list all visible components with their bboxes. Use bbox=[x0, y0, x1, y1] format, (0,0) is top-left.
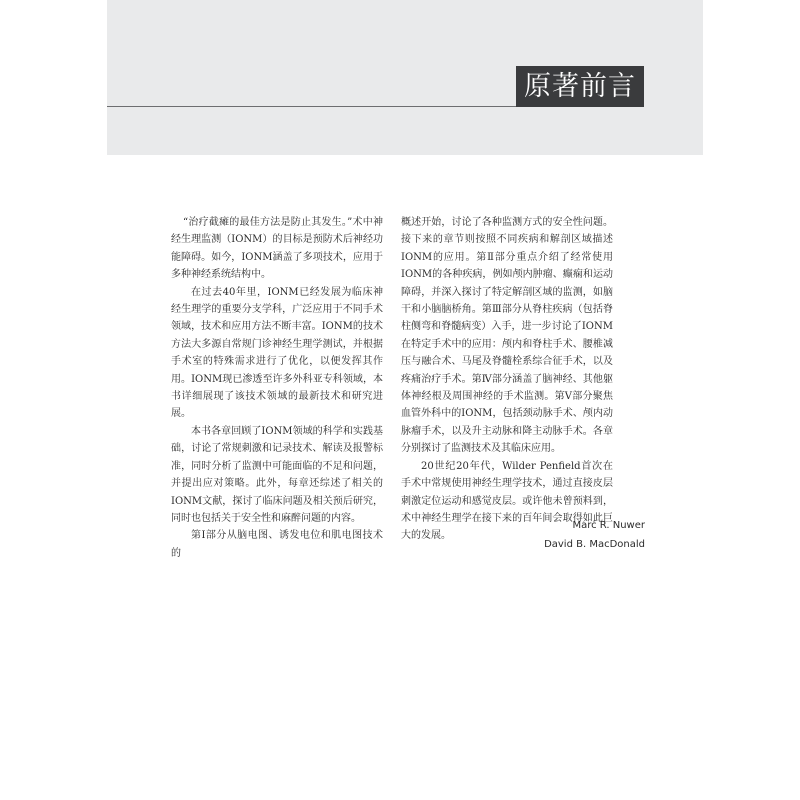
paragraph: 本书各章回顾了IONM领域的科学和实践基础，讨论了常规刺激和记录技术、解读及报警标准，同时分析了监测中可能面临的不足和问题，并提出应对策略。此外，每章还综述了相关的IONM文献，探讨了临床问题及相关预后研究，同时也包括关于安全性和麻醉问题的内容。 bbox=[171, 425, 383, 524]
header-band bbox=[107, 0, 703, 155]
left-column bbox=[171, 214, 383, 562]
paragraph: 在过去40年里，IONM已经发展为临床神经生理学的重要分支学科，广泛应用于不同手术领域，技术和应用方法不断丰富。IONM的技术方法大多源自常规门诊神经生理学测试，并根据手术室的特殊需求进行了优化，以便发挥其作用。IONM现已渗透至许多外科亚专科领域，本书详细展现了该技术领域的最新技术和研究进展。 bbox=[171, 286, 383, 420]
paragraph: “治疗截瘫的最佳方法是防止其发生。”术中神经生理监测（IONM）的目标是预防术后神经功能障碍。如今，IONM涵盖了多项技术，应用于多种神经系统结构中。 bbox=[171, 217, 383, 281]
author-name-1: Marc R. Nuwer bbox=[572, 520, 645, 531]
page-title: 原著前言 bbox=[516, 66, 644, 107]
book-page bbox=[107, 0, 703, 800]
right-column bbox=[401, 214, 613, 545]
author-name-2: David B. MacDonald bbox=[544, 539, 645, 550]
paragraph: 概述开始，讨论了各种监测方式的安全性问题。接下来的章节则按照不同疾病和解剖区域描述IONM的应用。第Ⅱ部分重点介绍了经常使用IONM的各种疾病，例如颅内肿瘤、癫痫和运动障碍，并深入探讨了特定解剖区域的监测，如脑干和小脑脑桥角。第Ⅲ部分从脊柱疾病（包括脊柱侧弯和脊髓病变）入手，进一步讨论了IONM在特定手术中的应用：颅内和脊柱手术、腰椎减压与融合术、马尾及脊髓栓系综合征手术，以及疼痛治疗手术。第Ⅳ部分涵盖了脑神经、其他躯体神经根及周围神经的手术监测。第Ⅴ部分聚焦血管外科中的IONM，包括颈动脉手术、颅内动脉瘤手术，以及升主动脉和降主动脉手术。各章分别探讨了监测技术及其临床应用。 bbox=[401, 217, 613, 455]
paragraph: 20世纪20年代，Wilder Penfield首次在手术中常规使用神经生理学技术，通过直接皮层刺激定位运动和感觉皮层。或许他未曾预料到，术中神经生理学在接下来的百年间会取得如此巨大的发展。 bbox=[401, 460, 613, 542]
paragraph: 第Ⅰ部分从脑电图、诱发电位和肌电图技术的 bbox=[171, 530, 383, 559]
